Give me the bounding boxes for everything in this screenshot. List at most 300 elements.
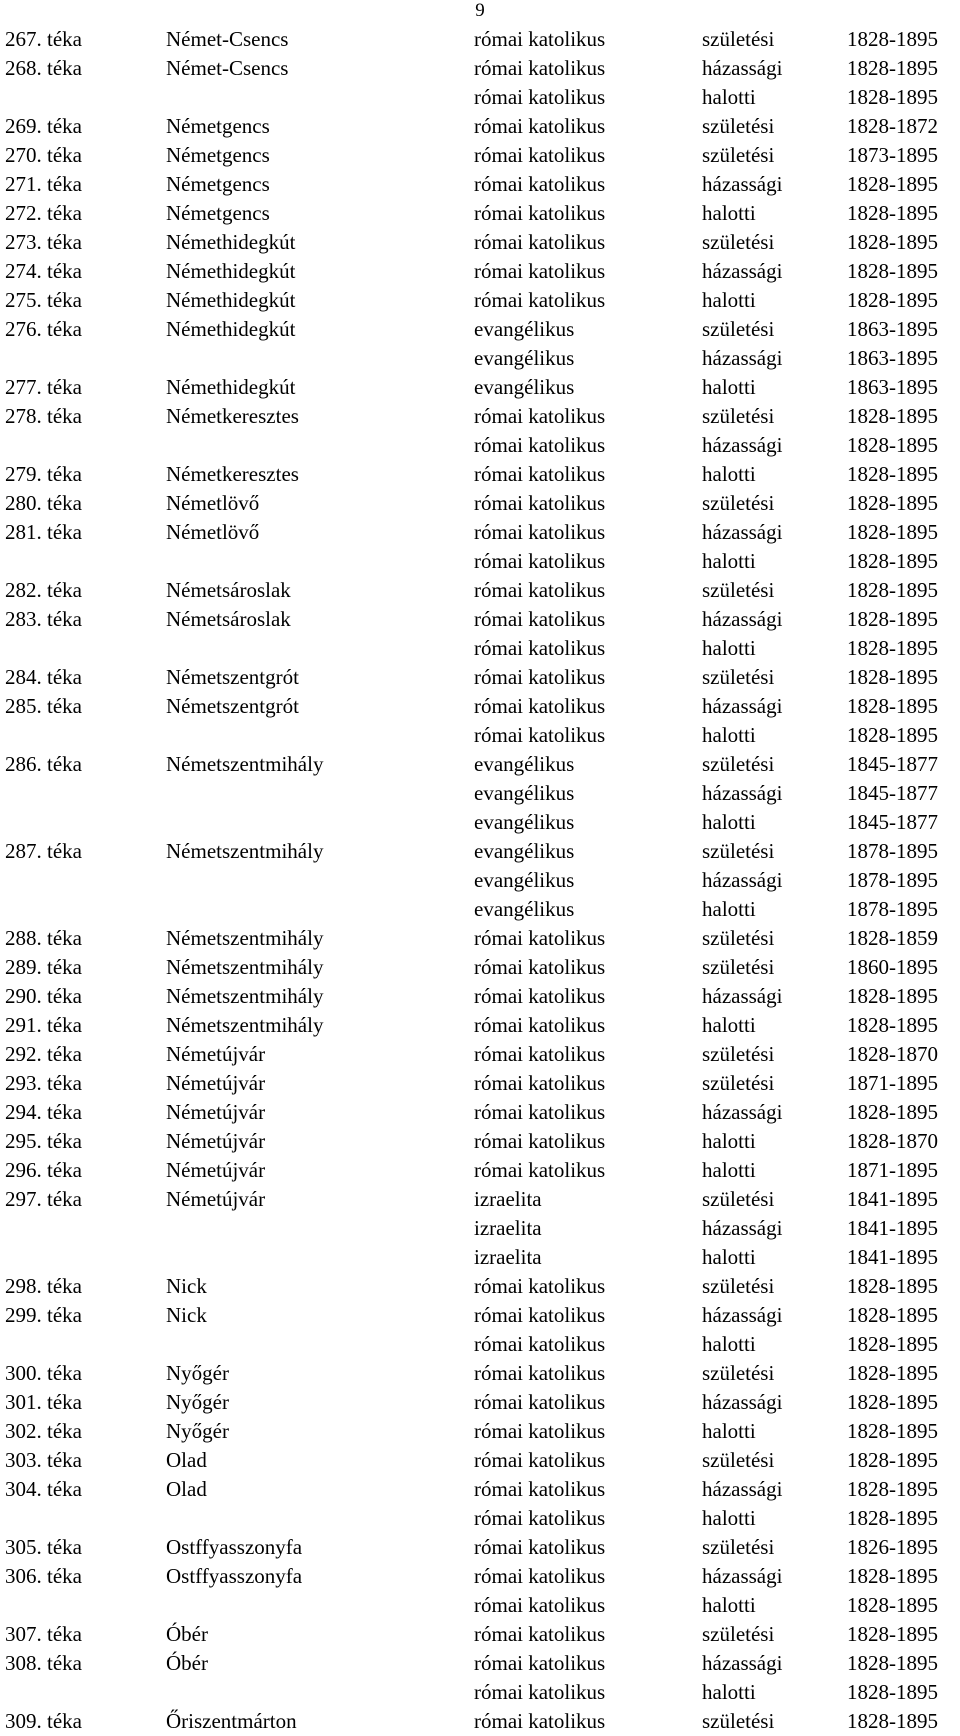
volume-number: 300. téka [5, 1361, 82, 1385]
place-name: Németszentmihály [166, 955, 324, 979]
religion: római katolikus [474, 1158, 606, 1182]
year-range: 1828-1895 [847, 1709, 938, 1733]
register-type: halotti [702, 1332, 756, 1356]
register-type: halotti [702, 549, 756, 573]
year-range: 1828-1895 [847, 1593, 938, 1617]
religion: római katolikus [474, 1709, 606, 1733]
religion: evangélikus [474, 897, 575, 921]
year-range: 1828-1895 [847, 201, 938, 225]
list-item [0, 1243, 960, 1272]
register-type: házassági [702, 520, 783, 544]
register-type: házassági [702, 259, 783, 283]
volume-number: 280. téka [5, 491, 82, 515]
volume-number: 269. téka [5, 114, 82, 138]
year-range: 1828-1895 [847, 636, 938, 660]
religion: római katolikus [474, 1477, 606, 1501]
place-name: Németlövő [166, 491, 260, 515]
place-name: Olad [166, 1448, 207, 1472]
register-type: születési [702, 1042, 775, 1066]
place-name: Németújvár [166, 1100, 266, 1124]
register-type: születési [702, 926, 775, 950]
list-item [0, 663, 960, 692]
religion: római katolikus [474, 288, 606, 312]
year-range: 1828-1895 [847, 1477, 938, 1501]
volume-number: 297. téka [5, 1187, 82, 1211]
register-type: születési [702, 665, 775, 689]
place-name: Németgencs [166, 114, 270, 138]
list-item [0, 547, 960, 576]
place-name: Nick [166, 1303, 207, 1327]
register-type: születési [702, 114, 775, 138]
place-name: Némethidegkút [166, 375, 296, 399]
religion: római katolikus [474, 201, 606, 225]
religion: evangélikus [474, 317, 575, 341]
religion: római katolikus [474, 1390, 606, 1414]
volume-number: 303. téka [5, 1448, 82, 1472]
religion: római katolikus [474, 1622, 606, 1646]
year-range: 1828-1895 [847, 56, 938, 80]
register-type: házassági [702, 1477, 783, 1501]
religion: izraelita [474, 1216, 542, 1240]
register-type: házassági [702, 56, 783, 80]
volume-number: 299. téka [5, 1303, 82, 1327]
religion: római katolikus [474, 462, 606, 486]
register-type: házassági [702, 1651, 783, 1675]
list-item [0, 1649, 960, 1678]
year-range: 1828-1895 [847, 1100, 938, 1124]
list-item [0, 1301, 960, 1330]
place-name: Németújvár [166, 1129, 266, 1153]
register-type: halotti [702, 1013, 756, 1037]
list-item [0, 1127, 960, 1156]
list-item [0, 1562, 960, 1591]
volume-number: 307. téka [5, 1622, 82, 1646]
register-type: születési [702, 1361, 775, 1385]
religion: római katolikus [474, 1593, 606, 1617]
register-type: halotti [702, 1245, 756, 1269]
list-item [0, 1011, 960, 1040]
register-type: házassági [702, 984, 783, 1008]
volume-number: 270. téka [5, 143, 82, 167]
list-item [0, 83, 960, 112]
year-range: 1828-1895 [847, 1506, 938, 1530]
volume-number: 304. téka [5, 1477, 82, 1501]
register-type: házassági [702, 346, 783, 370]
religion: evangélikus [474, 839, 575, 863]
list-item [0, 199, 960, 228]
place-name: Németszentmihály [166, 752, 324, 776]
year-range: 1871-1895 [847, 1158, 938, 1182]
year-range: 1828-1872 [847, 114, 938, 138]
religion: római katolikus [474, 114, 606, 138]
religion: római katolikus [474, 1361, 606, 1385]
year-range: 1828-1895 [847, 491, 938, 515]
religion: római katolikus [474, 1651, 606, 1675]
place-name: Németkeresztes [166, 404, 299, 428]
list-item [0, 1446, 960, 1475]
year-range: 1841-1895 [847, 1245, 938, 1269]
religion: evangélikus [474, 810, 575, 834]
volume-number: 287. téka [5, 839, 82, 863]
religion: római katolikus [474, 1535, 606, 1559]
register-type: halotti [702, 375, 756, 399]
place-name: Óbér [166, 1622, 208, 1646]
religion: római katolikus [474, 1448, 606, 1472]
religion: római katolikus [474, 723, 606, 747]
volume-number: 275. téka [5, 288, 82, 312]
religion: római katolikus [474, 1013, 606, 1037]
list-item [0, 1504, 960, 1533]
list-item [0, 1533, 960, 1562]
place-name: Ostffyasszonyfa [166, 1535, 303, 1559]
register-type: születési [702, 143, 775, 167]
register-type: halotti [702, 723, 756, 747]
register-type: halotti [702, 1129, 756, 1153]
volume-number: 285. téka [5, 694, 82, 718]
register-type: házassági [702, 1100, 783, 1124]
list-item [0, 1214, 960, 1243]
year-range: 1878-1895 [847, 868, 938, 892]
religion: római katolikus [474, 1071, 606, 1095]
register-list [0, 25, 960, 1736]
place-name: Németgencs [166, 172, 270, 196]
place-name: Németszentgrót [166, 694, 299, 718]
volume-number: 289. téka [5, 955, 82, 979]
list-item [0, 1591, 960, 1620]
volume-number: 291. téka [5, 1013, 82, 1037]
year-range: 1841-1895 [847, 1187, 938, 1211]
place-name: Németlövő [166, 520, 260, 544]
list-item [0, 953, 960, 982]
place-name: Németkeresztes [166, 462, 299, 486]
register-type: születési [702, 1187, 775, 1211]
volume-number: 298. téka [5, 1274, 82, 1298]
volume-number: 296. téka [5, 1158, 82, 1182]
religion: római katolikus [474, 926, 606, 950]
religion: római katolikus [474, 1042, 606, 1066]
volume-number: 292. téka [5, 1042, 82, 1066]
list-item [0, 141, 960, 170]
year-range: 1845-1877 [847, 781, 938, 805]
religion: izraelita [474, 1245, 542, 1269]
register-type: házassági [702, 1564, 783, 1588]
register-type: születési [702, 839, 775, 863]
register-type: halotti [702, 462, 756, 486]
place-name: Óbér [166, 1651, 208, 1675]
year-range: 1828-1870 [847, 1042, 938, 1066]
place-name: Németszentmihály [166, 839, 324, 863]
year-range: 1828-1895 [847, 288, 938, 312]
year-range: 1828-1895 [847, 27, 938, 51]
list-item [0, 692, 960, 721]
year-range: 1828-1895 [847, 723, 938, 747]
religion: római katolikus [474, 1303, 606, 1327]
register-type: születési [702, 578, 775, 602]
year-range: 1828-1895 [847, 1332, 938, 1356]
religion: római katolikus [474, 1274, 606, 1298]
year-range: 1841-1895 [847, 1216, 938, 1240]
religion: római katolikus [474, 172, 606, 196]
year-range: 1826-1895 [847, 1535, 938, 1559]
place-name: Németsároslak [166, 578, 291, 602]
place-name: Őriszentmárton [166, 1709, 297, 1733]
place-name: Németújvár [166, 1042, 266, 1066]
year-range: 1863-1895 [847, 375, 938, 399]
register-type: halotti [702, 810, 756, 834]
register-type: születési [702, 230, 775, 254]
volume-number: 309. téka [5, 1709, 82, 1733]
place-name: Németszentgrót [166, 665, 299, 689]
register-type: házassági [702, 1216, 783, 1240]
place-name: Némethidegkút [166, 317, 296, 341]
religion: római katolikus [474, 1506, 606, 1530]
list-item [0, 170, 960, 199]
year-range: 1828-1870 [847, 1129, 938, 1153]
year-range: 1873-1895 [847, 143, 938, 167]
register-type: halotti [702, 1506, 756, 1530]
year-range: 1828-1895 [847, 1651, 938, 1675]
place-name: Némethidegkút [166, 288, 296, 312]
volume-number: 288. téka [5, 926, 82, 950]
place-name: Olad [166, 1477, 207, 1501]
list-item [0, 808, 960, 837]
year-range: 1828-1895 [847, 984, 938, 1008]
religion: római katolikus [474, 984, 606, 1008]
religion: római katolikus [474, 549, 606, 573]
religion: római katolikus [474, 259, 606, 283]
place-name: Nyőgér [166, 1390, 229, 1414]
religion: római katolikus [474, 1419, 606, 1443]
register-type: halotti [702, 85, 756, 109]
volume-number: 272. téka [5, 201, 82, 225]
register-type: születési [702, 491, 775, 515]
place-name: Nick [166, 1274, 207, 1298]
register-type: születési [702, 1709, 775, 1733]
list-item [0, 402, 960, 431]
list-item [0, 228, 960, 257]
religion: római katolikus [474, 143, 606, 167]
year-range: 1828-1895 [847, 433, 938, 457]
list-item [0, 489, 960, 518]
religion: római katolikus [474, 520, 606, 544]
list-item [0, 1475, 960, 1504]
list-item [0, 576, 960, 605]
place-name: Nyőgér [166, 1419, 229, 1443]
page-number: 9 [475, 0, 485, 21]
place-name: Ostffyasszonyfa [166, 1564, 303, 1588]
list-item [0, 1707, 960, 1736]
register-type: házassági [702, 433, 783, 457]
religion: római katolikus [474, 578, 606, 602]
religion: evangélikus [474, 375, 575, 399]
list-item [0, 54, 960, 83]
register-type: halotti [702, 1419, 756, 1443]
register-type: házassági [702, 1390, 783, 1414]
religion: római katolikus [474, 1680, 606, 1704]
religion: római katolikus [474, 665, 606, 689]
year-range: 1828-1895 [847, 1622, 938, 1646]
religion: izraelita [474, 1187, 542, 1211]
year-range: 1828-1895 [847, 549, 938, 573]
register-type: házassági [702, 172, 783, 196]
place-name: Németsároslak [166, 607, 291, 631]
register-type: házassági [702, 607, 783, 631]
volume-number: 286. téka [5, 752, 82, 776]
volume-number: 302. téka [5, 1419, 82, 1443]
year-range: 1828-1895 [847, 1361, 938, 1385]
religion: római katolikus [474, 1564, 606, 1588]
register-type: halotti [702, 1158, 756, 1182]
volume-number: 278. téka [5, 404, 82, 428]
religion: evangélikus [474, 781, 575, 805]
volume-number: 308. téka [5, 1651, 82, 1675]
volume-number: 306. téka [5, 1564, 82, 1588]
register-type: születési [702, 1071, 775, 1095]
religion: római katolikus [474, 27, 606, 51]
list-item [0, 837, 960, 866]
year-range: 1828-1895 [847, 259, 938, 283]
list-item [0, 257, 960, 286]
list-item [0, 344, 960, 373]
year-range: 1878-1895 [847, 897, 938, 921]
year-range: 1828-1895 [847, 1013, 938, 1037]
list-item [0, 1678, 960, 1707]
list-item [0, 1156, 960, 1185]
register-type: házassági [702, 868, 783, 892]
register-type: születési [702, 1535, 775, 1559]
volume-number: 284. téka [5, 665, 82, 689]
list-item [0, 924, 960, 953]
register-type: halotti [702, 636, 756, 660]
year-range: 1845-1877 [847, 810, 938, 834]
place-name: Németszentmihály [166, 1013, 324, 1037]
list-item [0, 866, 960, 895]
year-range: 1845-1877 [847, 752, 938, 776]
list-item [0, 895, 960, 924]
register-type: születési [702, 404, 775, 428]
volume-number: 279. téka [5, 462, 82, 486]
volume-number: 274. téka [5, 259, 82, 283]
year-range: 1828-1895 [847, 1303, 938, 1327]
year-range: 1828-1895 [847, 665, 938, 689]
register-type: születési [702, 752, 775, 776]
list-item [0, 112, 960, 141]
list-item [0, 982, 960, 1011]
year-range: 1828-1895 [847, 172, 938, 196]
place-name: Németgencs [166, 143, 270, 167]
year-range: 1863-1895 [847, 317, 938, 341]
year-range: 1828-1895 [847, 578, 938, 602]
place-name: Németújvár [166, 1071, 266, 1095]
place-name: Némethidegkút [166, 259, 296, 283]
volume-number: 267. téka [5, 27, 82, 51]
religion: római katolikus [474, 56, 606, 80]
year-range: 1828-1895 [847, 1448, 938, 1472]
register-type: halotti [702, 201, 756, 225]
register-type: születési [702, 1274, 775, 1298]
register-type: házassági [702, 1303, 783, 1327]
volume-number: 294. téka [5, 1100, 82, 1124]
register-type: halotti [702, 897, 756, 921]
volume-number: 290. téka [5, 984, 82, 1008]
list-item [0, 721, 960, 750]
year-range: 1863-1895 [847, 346, 938, 370]
volume-number: 295. téka [5, 1129, 82, 1153]
register-type: házassági [702, 781, 783, 805]
register-type: halotti [702, 288, 756, 312]
list-item [0, 25, 960, 54]
register-type: születési [702, 27, 775, 51]
year-range: 1828-1895 [847, 462, 938, 486]
list-item [0, 1388, 960, 1417]
year-range: 1860-1895 [847, 955, 938, 979]
place-name: Németgencs [166, 201, 270, 225]
religion: római katolikus [474, 491, 606, 515]
volume-number: 301. téka [5, 1390, 82, 1414]
religion: evangélikus [474, 752, 575, 776]
place-name: Németszentmihály [166, 926, 324, 950]
place-name: Németújvár [166, 1187, 266, 1211]
list-item [0, 1272, 960, 1301]
register-type: születési [702, 317, 775, 341]
volume-number: 268. téka [5, 56, 82, 80]
list-item [0, 1040, 960, 1069]
year-range: 1828-1859 [847, 926, 938, 950]
list-item [0, 1185, 960, 1214]
list-item [0, 1098, 960, 1127]
year-range: 1828-1895 [847, 404, 938, 428]
year-range: 1828-1895 [847, 85, 938, 109]
religion: római katolikus [474, 1100, 606, 1124]
list-item [0, 518, 960, 547]
volume-number: 305. téka [5, 1535, 82, 1559]
place-name: Német-Csencs [166, 56, 289, 80]
volume-number: 276. téka [5, 317, 82, 341]
religion: római katolikus [474, 694, 606, 718]
place-name: Nyőgér [166, 1361, 229, 1385]
register-type: házassági [702, 694, 783, 718]
place-name: Németújvár [166, 1158, 266, 1182]
year-range: 1828-1895 [847, 1390, 938, 1414]
religion: római katolikus [474, 85, 606, 109]
list-item [0, 1620, 960, 1649]
list-item [0, 431, 960, 460]
register-type: halotti [702, 1593, 756, 1617]
list-item [0, 779, 960, 808]
volume-number: 293. téka [5, 1071, 82, 1095]
religion: római katolikus [474, 636, 606, 660]
list-item [0, 460, 960, 489]
volume-number: 283. téka [5, 607, 82, 631]
year-range: 1828-1895 [847, 607, 938, 631]
year-range: 1828-1895 [847, 1680, 938, 1704]
year-range: 1871-1895 [847, 1071, 938, 1095]
year-range: 1828-1895 [847, 1419, 938, 1443]
register-type: születési [702, 1448, 775, 1472]
year-range: 1828-1895 [847, 694, 938, 718]
volume-number: 281. téka [5, 520, 82, 544]
religion: római katolikus [474, 955, 606, 979]
list-item [0, 1417, 960, 1446]
list-item [0, 315, 960, 344]
year-range: 1828-1895 [847, 230, 938, 254]
place-name: Némethidegkút [166, 230, 296, 254]
list-item [0, 750, 960, 779]
year-range: 1828-1895 [847, 1274, 938, 1298]
year-range: 1878-1895 [847, 839, 938, 863]
list-item [0, 1359, 960, 1388]
year-range: 1828-1895 [847, 520, 938, 544]
